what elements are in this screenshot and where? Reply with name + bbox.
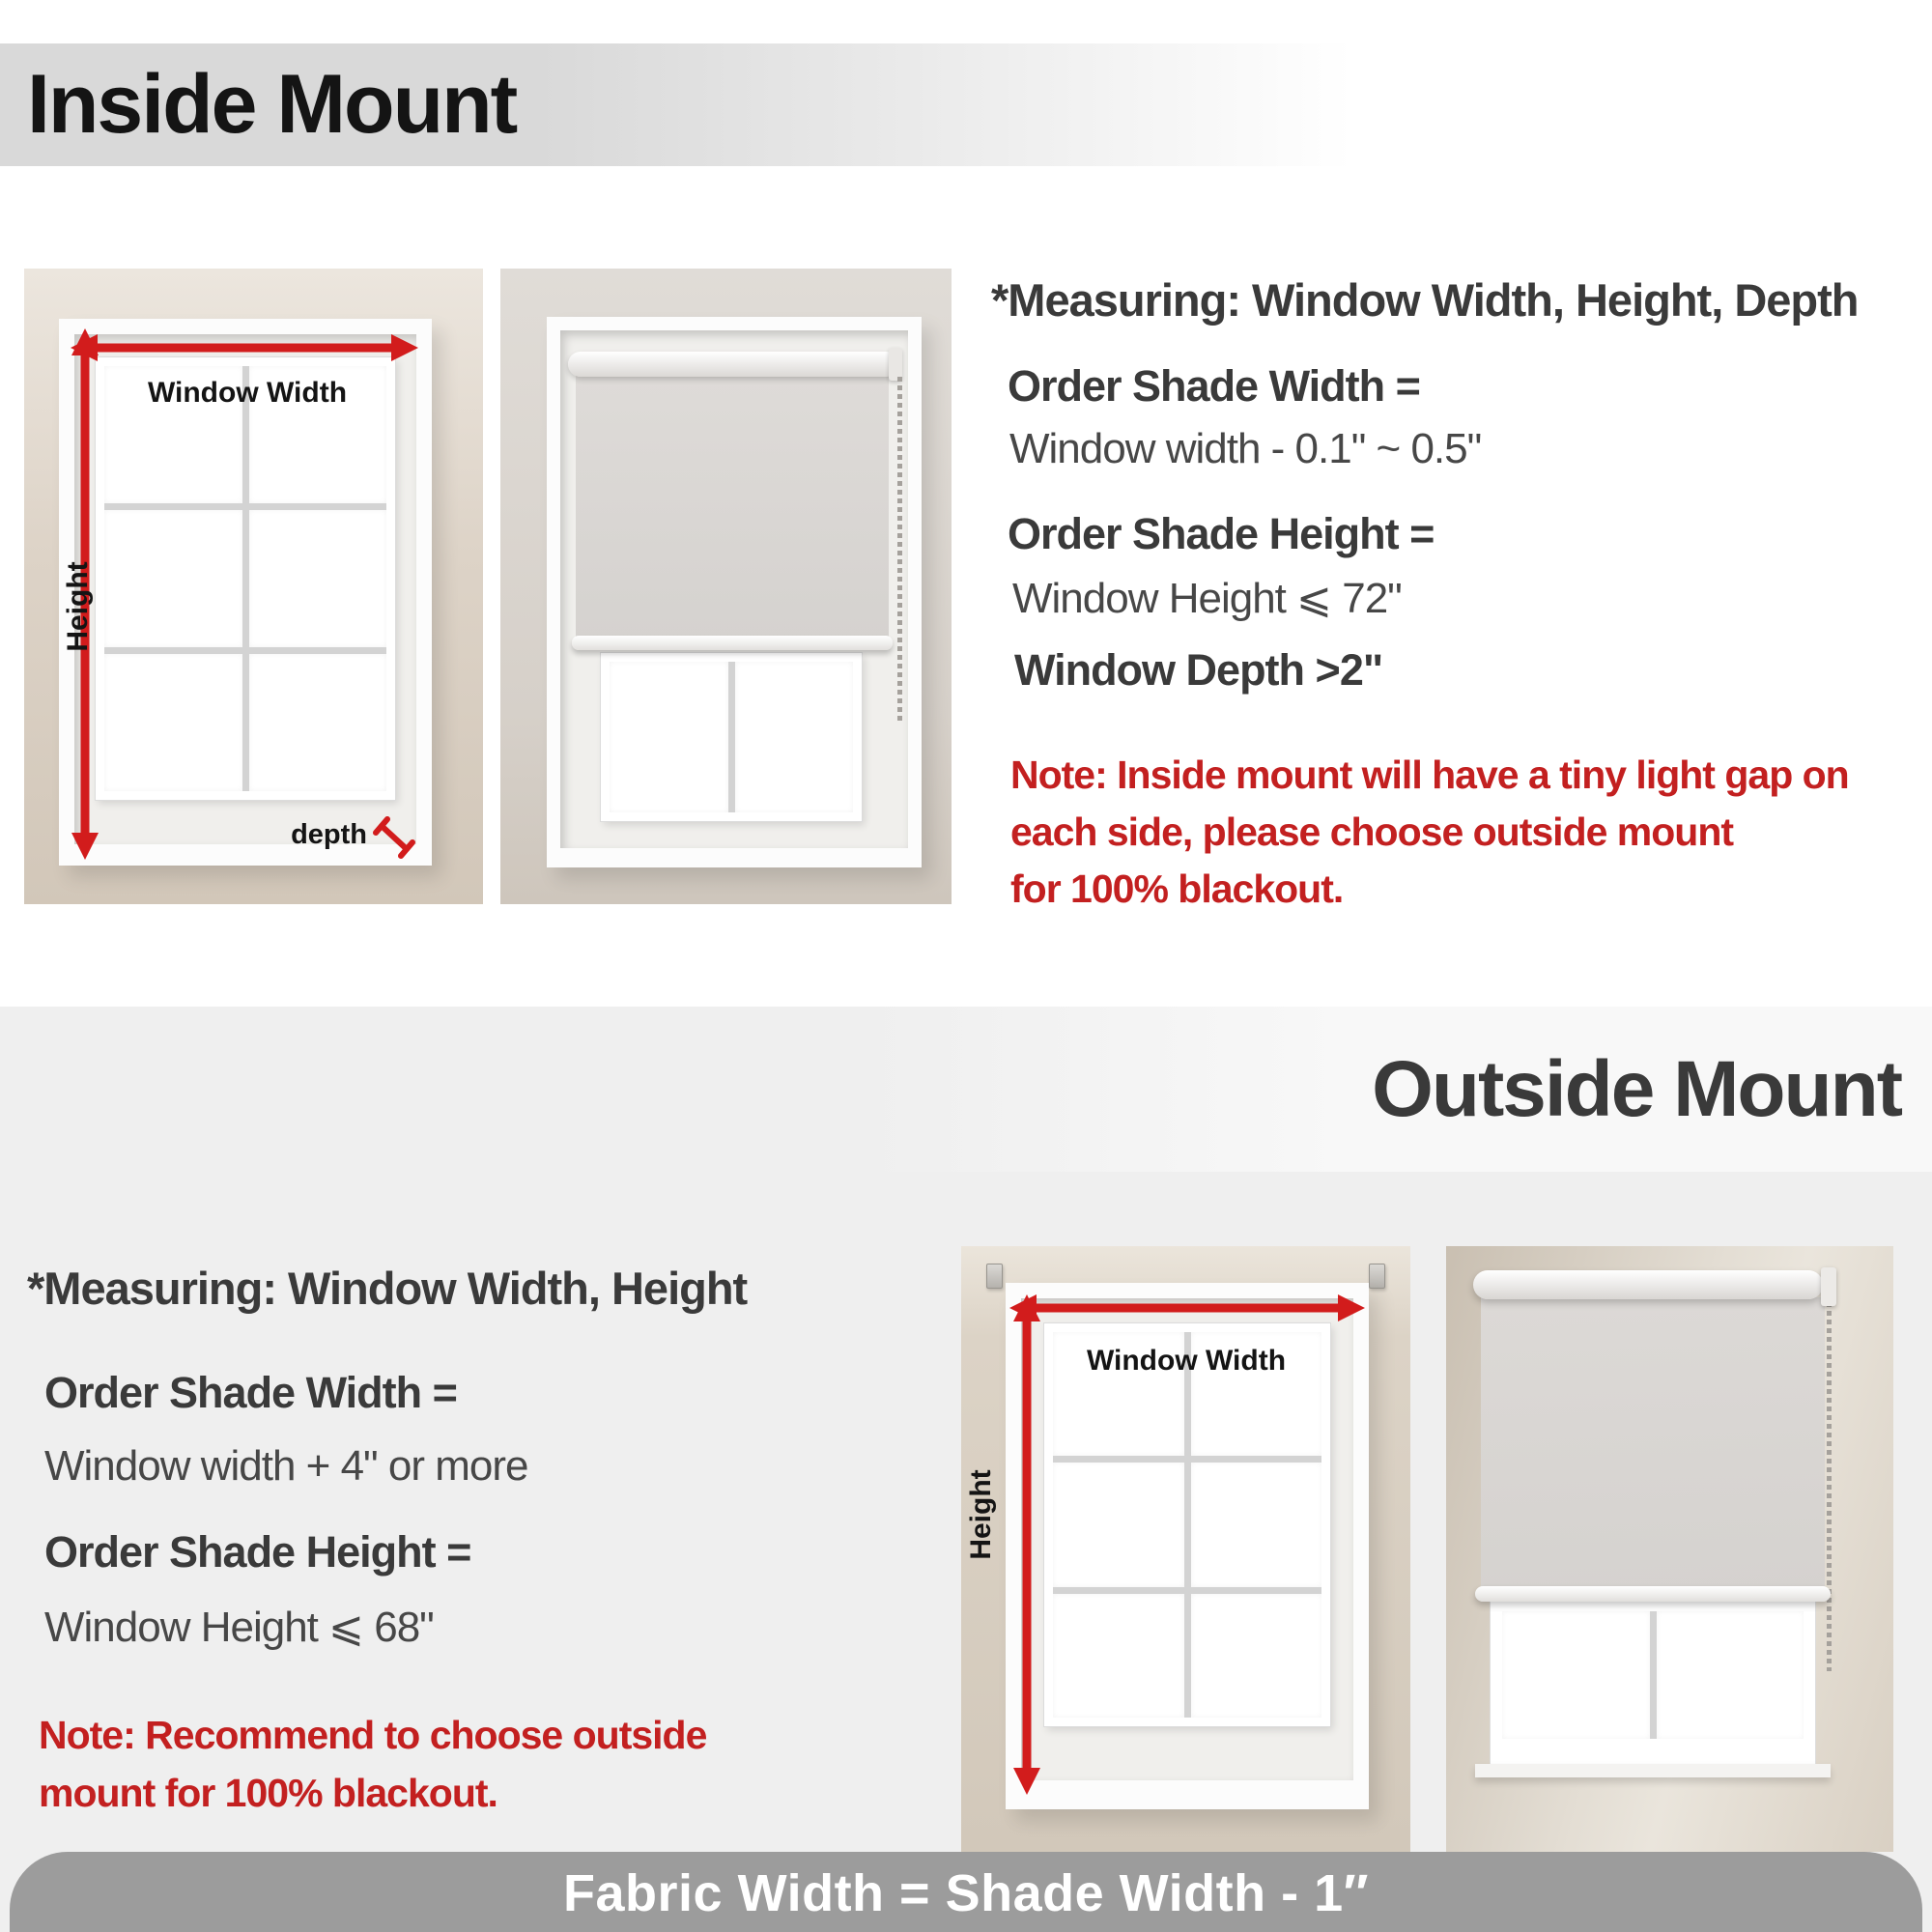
inside-depth-rule: Window Depth >2" [1014, 645, 1383, 695]
outside-shade-width-value: Window width + 4" or more [44, 1442, 528, 1490]
inside-mount-banner [0, 43, 1932, 166]
outside-shade-height-label: Order Shade Height = [44, 1527, 471, 1577]
outside-mount-banner [0, 1007, 1932, 1172]
fabric-width-banner [10, 1852, 1922, 1932]
window-panes [610, 662, 853, 812]
inside-shade-height-label: Order Shade Height = [1008, 509, 1435, 558]
shade-chain [1827, 1302, 1832, 1671]
window-pane [735, 662, 854, 812]
inside-shade-width-label: Order Shade Width = [1008, 361, 1420, 411]
window-width-label: Window Width [1086, 1345, 1287, 1377]
inside-mounted-shade-diagram [500, 269, 952, 904]
inside-measure-window-diagram [24, 269, 483, 904]
shade-fabric [576, 373, 889, 641]
outside-note-line: Note: Recommend to choose outside [39, 1713, 707, 1757]
outside-measure-window-diagram [961, 1246, 1410, 1852]
window-jamb [560, 330, 908, 848]
inside-note-line: for 100% blackout. [1010, 867, 1344, 911]
inside-note-line: Note: Inside mount will have a tiny light gap on [1010, 753, 1849, 797]
inside-shade-height-value: Window Height ⩽ 72" [1012, 575, 1402, 622]
outside-measuring-heading: *Measuring: Window Width, Height [27, 1263, 748, 1314]
inside-measuring-heading: *Measuring: Window Width, Height, Depth [991, 274, 1859, 326]
outside-mount-title: Outside Mount [1372, 1045, 1901, 1133]
height-label: Height [965, 1469, 997, 1560]
outside-shade-width-label: Order Shade Width = [44, 1368, 457, 1417]
outside-shade-height-value: Window Height ⩽ 68" [44, 1604, 434, 1651]
window-sill [1475, 1764, 1831, 1777]
inside-shade-width-value: Window width - 0.1" ~ 0.5" [1009, 425, 1482, 472]
depth-icon [376, 819, 412, 856]
window-pane [610, 662, 728, 812]
outside-note-line: mount for 100% blackout. [39, 1771, 497, 1815]
window-pane [1657, 1611, 1804, 1739]
inside-note-line: each side, please choose outside mount [1010, 810, 1734, 854]
shade-bottom-bar [1475, 1586, 1831, 1602]
fabric-width-text: Fabric Width = Shade Width - 1″ [563, 1864, 1369, 1922]
outside-mounted-shade-diagram [1446, 1246, 1893, 1852]
roller-end-cap [889, 348, 902, 381]
depth-label: depth [291, 819, 367, 850]
shade-roller [568, 352, 898, 377]
inside-mount-title: Inside Mount [27, 58, 517, 151]
window-casing [547, 317, 922, 867]
window-sash [601, 653, 862, 821]
height-label: Height [62, 561, 94, 652]
window-panes [1502, 1611, 1804, 1739]
shade-bottom-bar [572, 636, 893, 650]
shade-chain [897, 377, 902, 724]
measure-arrows [961, 1246, 1410, 1852]
window-sash [1491, 1602, 1815, 1764]
shade-fabric [1481, 1297, 1825, 1593]
window-width-label: Window Width [147, 377, 348, 409]
shade-roller [1473, 1270, 1823, 1299]
roller-end-cap [1821, 1267, 1836, 1306]
window-pane [1502, 1611, 1650, 1739]
